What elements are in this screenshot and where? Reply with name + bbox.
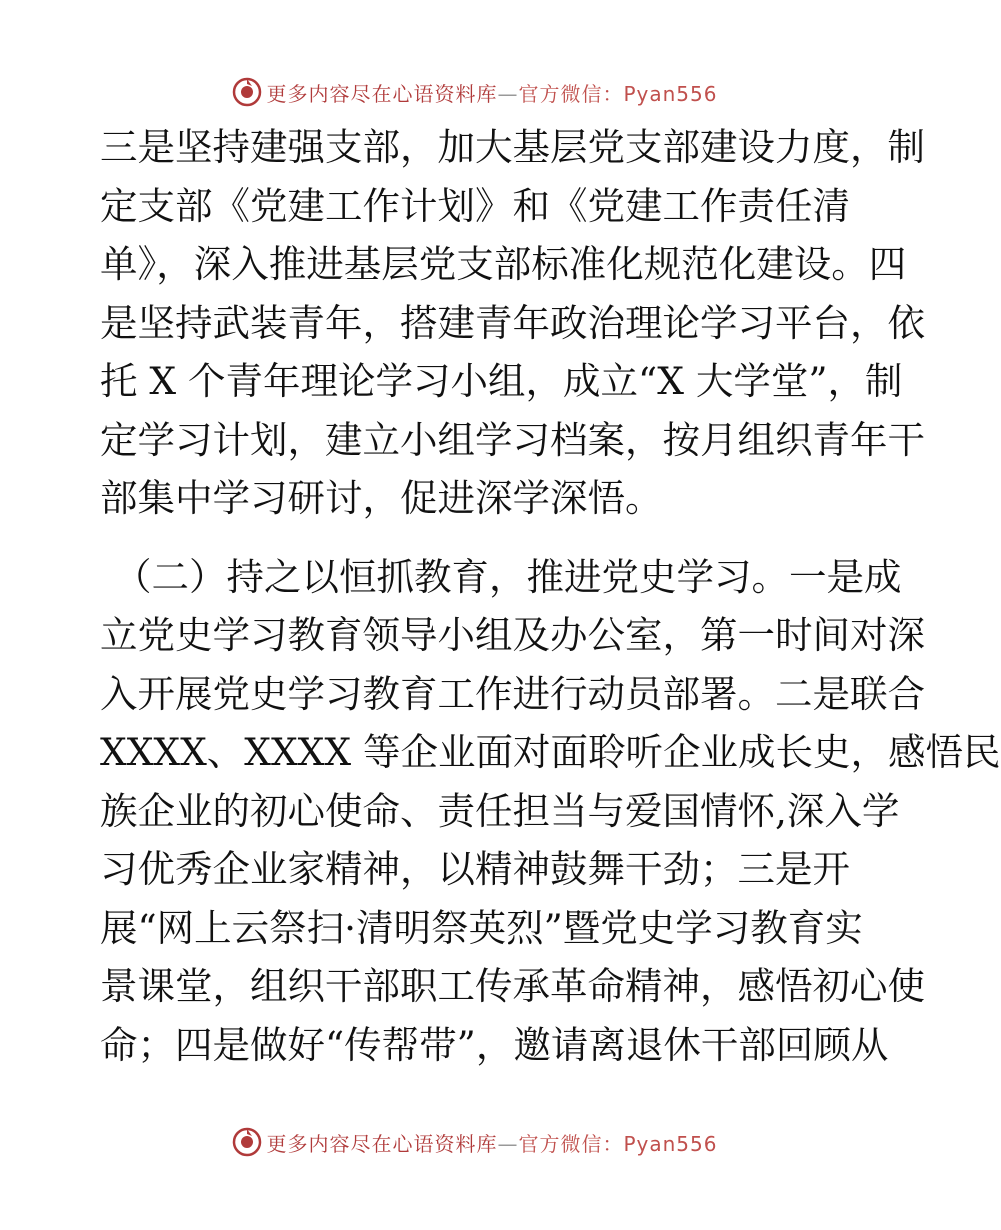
text-line: 族企业的初心使命、责任担当与爱国情怀,深入学 — [100, 788, 900, 833]
text-line: XXXX、XXXX 等企业面对面聆听企业成长史，感悟民 — [100, 730, 1001, 774]
footer-separator: — — [497, 1131, 519, 1156]
text-line: 部集中学习研讨，促进深学深悟。 — [100, 476, 663, 520]
paragraph-gap — [100, 528, 852, 548]
footer-site-name: 更多内容尽在心语资料库 — [266, 1131, 498, 1156]
text-line: 入开展党史学习教育工作进行动员部署。二是联合 — [100, 671, 925, 716]
text-line: 习优秀企业家精神，以精神鼓舞干劲；三是开 — [100, 847, 850, 891]
text-line: 定学习计划，建立小组学习档案，按月组织青年干 — [100, 417, 925, 462]
text-line: 三是坚持建强支部，加大基层党支部建设力度，制 — [100, 125, 925, 169]
text-line: 托 X 个青年理论学习小组，成立“X 大学堂”，制 — [100, 359, 903, 403]
header-banner — [0, 72, 950, 112]
header-banner-text — [266, 78, 717, 107]
brand-logo-icon — [232, 1127, 262, 1157]
text-line: 景课堂，组织干部职工传承革命精神，感悟初心使 — [100, 964, 925, 1008]
footer-banner-text — [266, 1128, 717, 1157]
footer-banner — [0, 1122, 950, 1162]
paragraph-2 — [100, 548, 1001, 1075]
text-line: 展“网上云祭扫·清明祭英烈”暨党史学习教育实 — [100, 905, 863, 950]
text-line: 命；四是做好“传帮带”，邀请离退休干部回顾从 — [100, 1022, 889, 1067]
header-site-name: 更多内容尽在心语资料库 — [266, 81, 498, 106]
header-wechat: 官方微信：Pyan556 — [518, 81, 718, 106]
document-body — [100, 118, 1001, 1074]
brand-logo-icon — [232, 77, 262, 107]
text-line: 是坚持武装青年，搭建青年政治理论学习平台，依 — [100, 300, 925, 345]
header-separator: — — [497, 81, 519, 106]
text-line: （二）持之以恒抓教育，推进党史学习。一是成 — [114, 554, 902, 599]
text-line: 单》，深入推进基层党支部标准化规范化建设。四 — [100, 242, 907, 286]
footer-wechat: 官方微信：Pyan556 — [518, 1131, 718, 1156]
text-line: 立党史学习教育领导小组及办公室，第一时间对深 — [100, 613, 925, 657]
paragraph-1 — [100, 118, 925, 528]
text-line: 定支部《党建工作计划》和《党建工作责任清 — [100, 183, 850, 228]
